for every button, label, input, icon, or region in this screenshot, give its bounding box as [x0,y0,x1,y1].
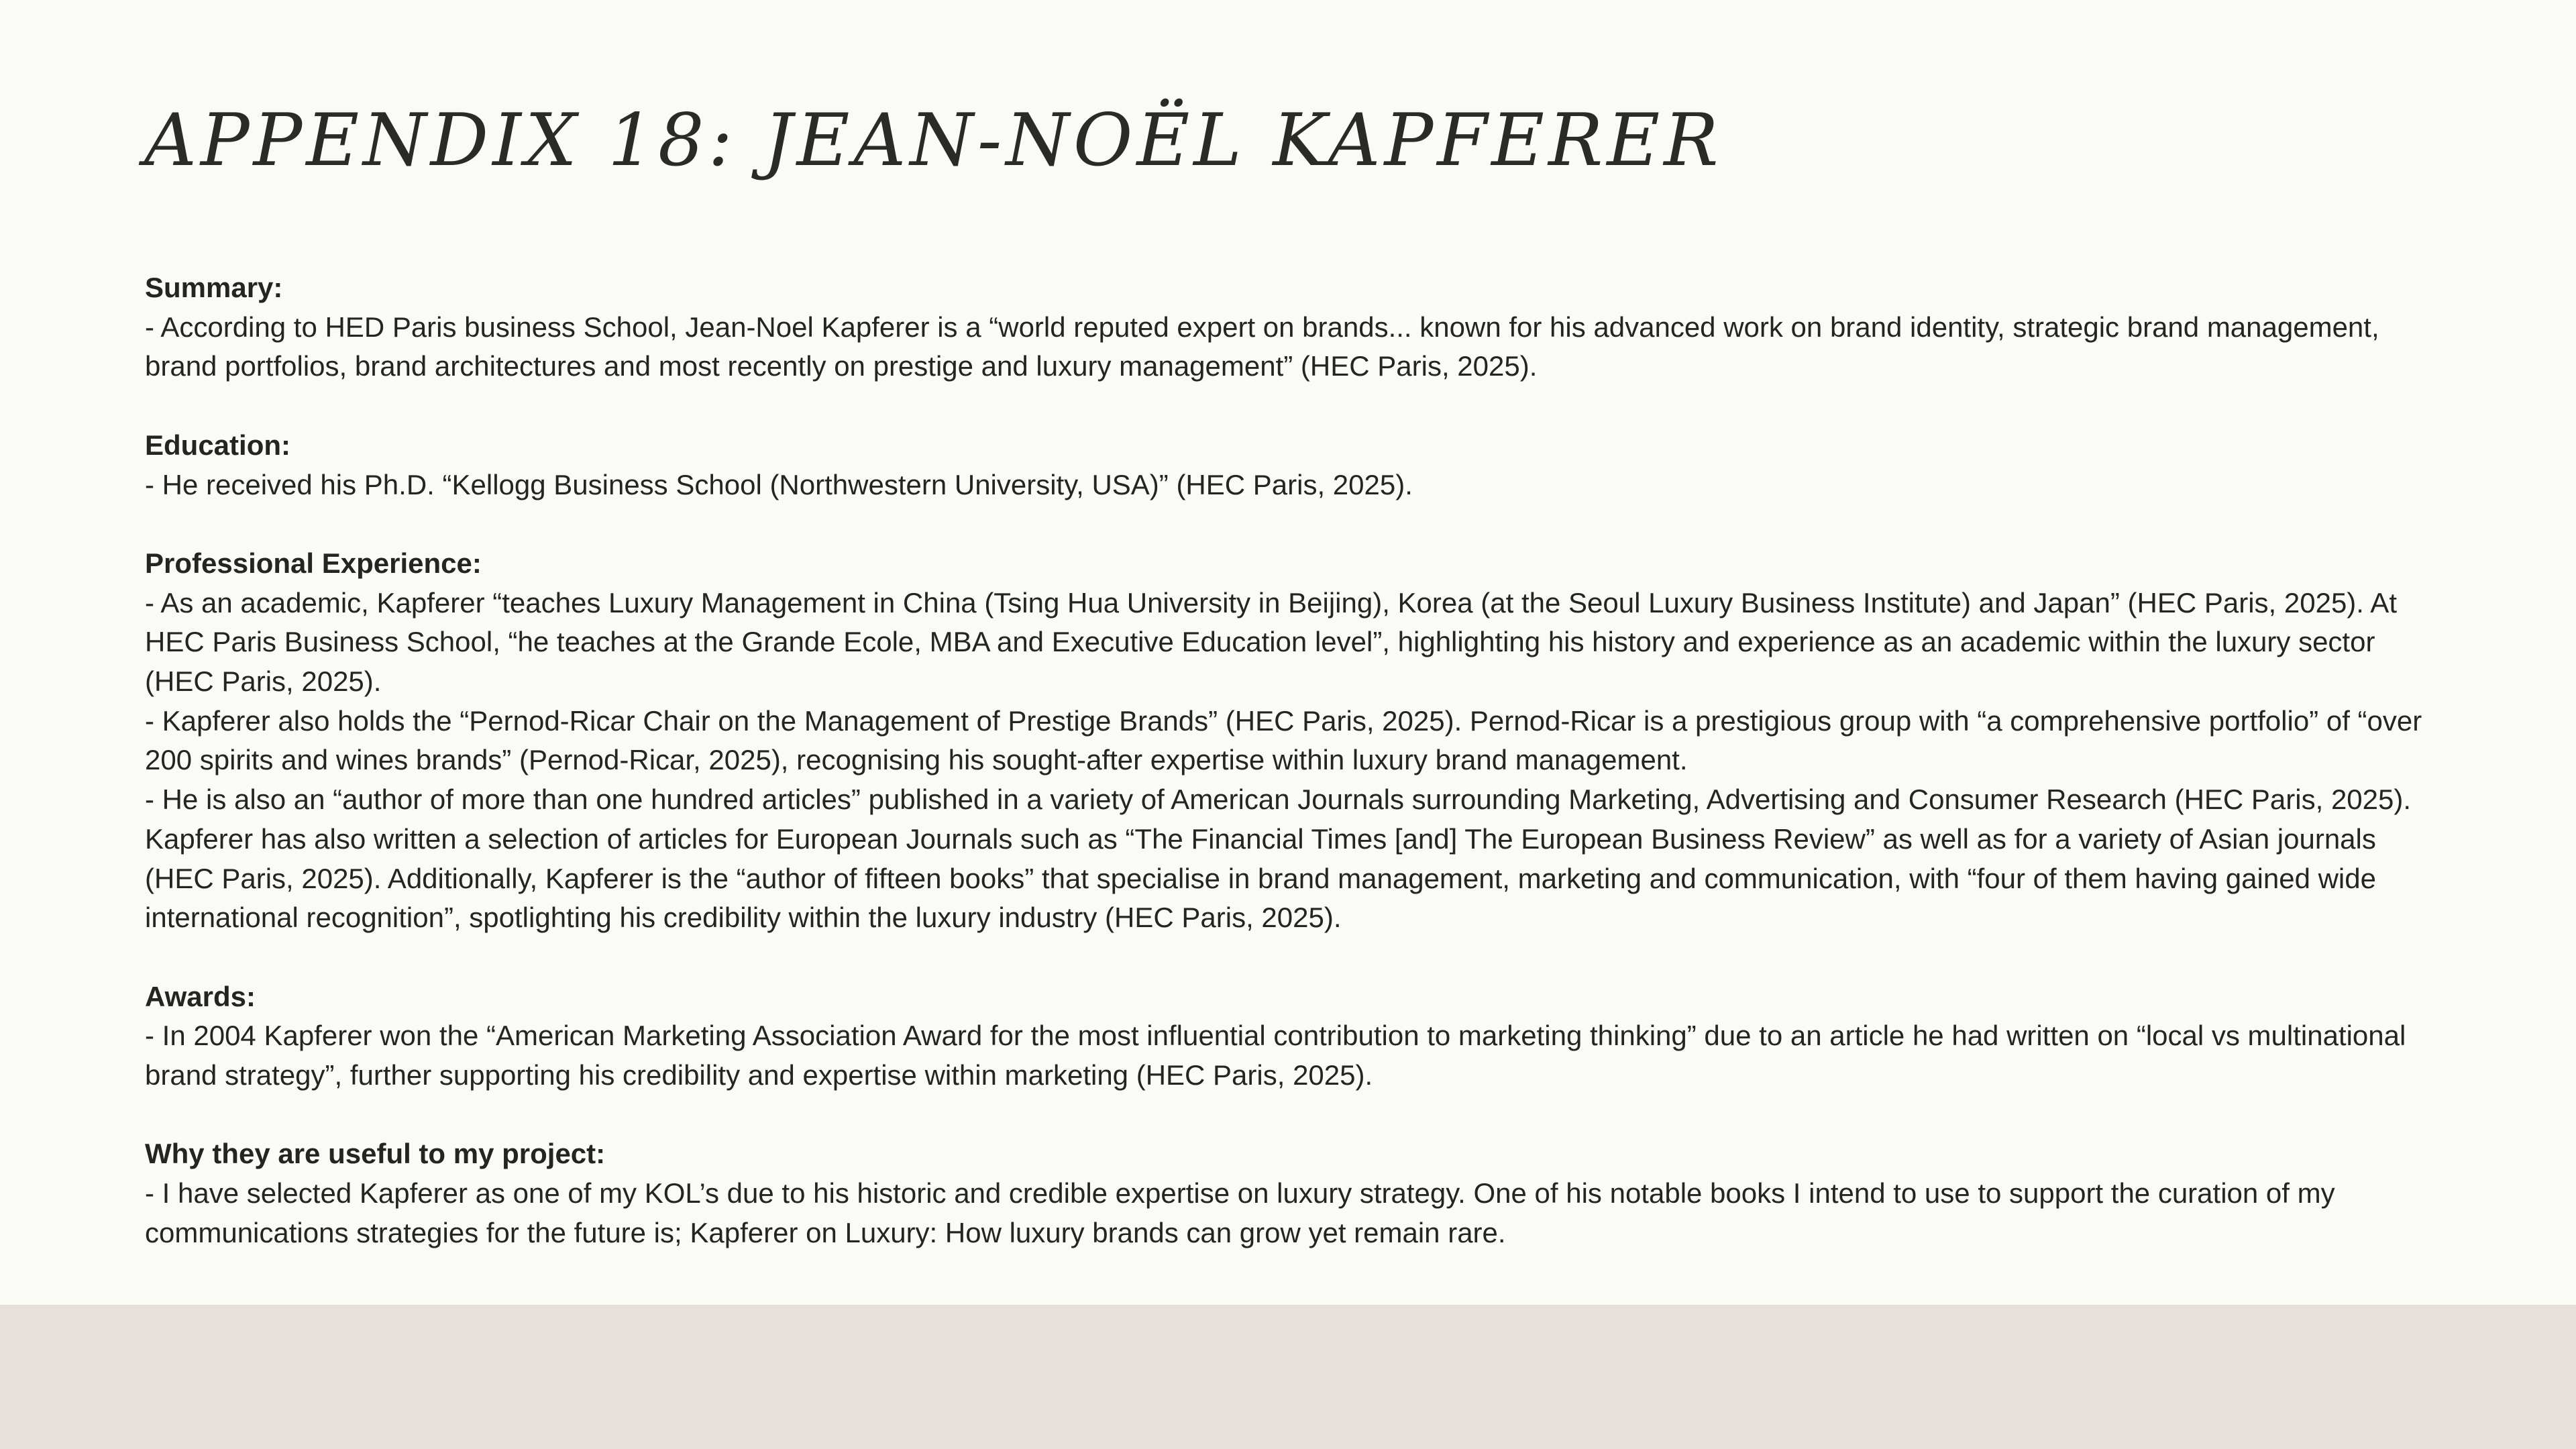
section-paragraph: - He received his Ph.D. “Kellogg Business School (Northwestern University, USA)” (HEC Paris, 2025). [145,468,1413,500]
footer-band [0,1305,2576,1449]
page-title: APPENDIX 18: JEAN-NOËL KAPFERER [144,99,1723,182]
section-heading: Professional Experience: [145,547,482,579]
section-heading: Awards: [145,980,256,1012]
appendix-content [145,268,2432,1253]
section-heading: Education: [145,429,290,461]
section-education [145,426,2432,504]
section-paragraph: - He is also an “author of more than one hundred articles” published in a variety of American Journals surrounding Marketing, Advertising and Consumer Research (HEC Paris, 2025). Kapferer has also written a selection of articles for European Journals such as “The Financial Times [and] The European Business Review” as well as for a variety of Asian journals (HEC Paris, 2025). Additionally, Kapferer is the “author of fifteen books” that specialise in brand management, marketing and communication, with “four of them having gained wide international recognition”, spotlighting his credibility within the luxury industry (HEC Paris, 2025). [145,784,2412,934]
section-professional-experience [145,544,2432,938]
section-why-useful [145,1134,2432,1252]
section-paragraph: - In 2004 Kapferer won the “American Marketing Association Award for the most influential contribution to marketing thinking” due to an article he had written on “local vs multinational brand strategy”, further supporting his credibility and expertise within marketing (HEC Paris, 2025). [145,1020,2406,1091]
section-paragraph: - I have selected Kapferer as one of my KOL’s due to his historic and credible expertise on luxury strategy. One of his notable books I intend to use to support the curation of my communications strategies for the future is; Kapferer on Luxury: How luxury brands can grow yet remain rare. [145,1177,2335,1248]
section-heading: Why they are useful to my project: [145,1138,606,1170]
section-heading: Summary: [145,272,283,303]
section-paragraph: - As an academic, Kapferer “teaches Luxury Management in China (Tsing Hua University in Beijing), Korea (at the Seoul Luxury Business Institute) and Japan” (HEC Paris, 2025). At HEC Paris Business School, “he teaches at the Grande Ecole, MBA and Executive Education level”, highlighting his history and experience as an academic within the luxury sector (HEC Paris, 2025). [145,586,2397,697]
section-paragraph: - Kapferer also holds the “Pernod-Ricar Chair on the Management of Prestige Brands” (HEC Paris, 2025). Pernod-Ricar is a prestigious group with “a comprehensive portfolio” of “over 200 spirits and wines brands” (Pernod-Ricar, 2025), recognising his sought-after expertise within luxury brand management. [145,704,2422,776]
section-awards [145,977,2432,1095]
section-summary [145,268,2432,386]
section-paragraph: - According to HED Paris business School, Jean-Noel Kapferer is a “world reputed expert on brands... known for his advanced work on brand identity, strategic brand management, brand portfolios, brand architectures and most recently on prestige and luxury management” (HEC Paris, 2025). [145,311,2379,382]
